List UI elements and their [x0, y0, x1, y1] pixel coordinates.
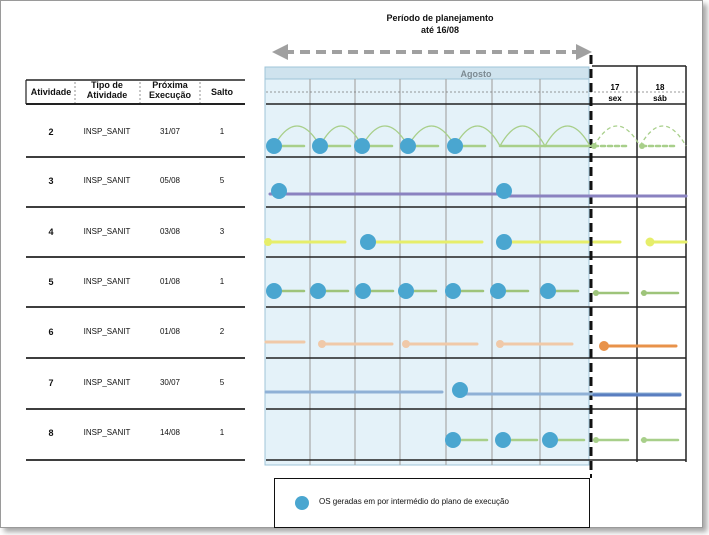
row-id: 5 — [48, 277, 54, 287]
row-proxima: 01/08 — [159, 327, 181, 336]
row-salto: 5 — [219, 176, 225, 185]
row-proxima: 30/07 — [159, 378, 181, 387]
row-salto: 3 — [219, 227, 225, 236]
row-tipo: INSP_SANIT — [83, 176, 131, 185]
row-tipo: INSP_SANIT — [83, 327, 131, 336]
row-tipo: INSP_SANIT — [83, 378, 131, 387]
row8-dot — [445, 432, 461, 448]
row-salto: 2 — [219, 327, 225, 336]
row5-dot — [490, 283, 506, 299]
row4-dot — [360, 234, 376, 250]
row-id: 3 — [48, 176, 54, 186]
row5-dot — [540, 283, 556, 299]
header-proxima-execucao: Próxima Execução — [148, 80, 192, 100]
row-id: 2 — [48, 127, 54, 137]
row-proxima: 05/08 — [159, 176, 181, 185]
row8-ext-dot — [641, 437, 647, 443]
row2-dot — [266, 138, 282, 154]
row-tipo: INSP_SANIT — [83, 428, 131, 437]
row-id: 8 — [48, 428, 54, 438]
row8-dot — [542, 432, 558, 448]
month-label: Agosto — [460, 69, 492, 79]
row4-dot — [496, 234, 512, 250]
row6-dot-small — [318, 340, 326, 348]
row-proxima: 01/08 — [159, 277, 181, 286]
row-tipo: INSP_SANIT — [83, 227, 131, 236]
row-id: 4 — [48, 227, 54, 237]
row2-dot — [447, 138, 463, 154]
row5-dot — [310, 283, 326, 299]
row-id: 6 — [48, 327, 54, 337]
row2-dot — [400, 138, 416, 154]
row3-dot — [496, 183, 512, 199]
planning-period-title: Período de planejamento até 16/08 — [386, 13, 494, 35]
row8-dot — [495, 432, 511, 448]
day-number: 17 — [610, 83, 620, 92]
row2-dot — [312, 138, 328, 154]
row-salto: 5 — [219, 378, 225, 387]
row-tipo: INSP_SANIT — [83, 127, 131, 136]
row-salto: 1 — [219, 277, 225, 286]
row-proxima: 31/07 — [159, 127, 181, 136]
row3-dot — [271, 183, 287, 199]
month-bar — [265, 67, 589, 79]
header-atividade: Atividade — [30, 87, 72, 97]
row-proxima: 03/08 — [159, 227, 181, 236]
legend — [274, 478, 590, 528]
row2-arc-ext — [640, 126, 686, 146]
row8-ext-dot — [593, 437, 599, 443]
row-proxima: 14/08 — [159, 428, 181, 437]
period-arrow-left-head — [272, 44, 288, 60]
day-weekday: sáb — [653, 94, 667, 103]
row7-dot — [452, 382, 468, 398]
header-salto: Salto — [210, 87, 233, 97]
row6-ext-dot — [599, 341, 609, 351]
header-tipo-atividade: Tipo de Atividade — [86, 80, 128, 100]
row2-ext-dot — [639, 143, 645, 149]
row5-ext-dot — [641, 290, 647, 296]
row-tipo: INSP_SANIT — [83, 277, 131, 286]
row5-dot — [266, 283, 282, 299]
legend-text: OS geradas em por intermédio do plano de execução — [319, 497, 509, 506]
row2-arc-ext — [594, 126, 640, 146]
row6-dot-small — [402, 340, 410, 348]
row5-dot — [398, 283, 414, 299]
row4-ext-dot — [646, 238, 655, 247]
day-number: 18 — [655, 83, 665, 92]
row2-dot — [354, 138, 370, 154]
row-id: 7 — [48, 378, 54, 388]
day-weekday: sex — [608, 94, 622, 103]
row-salto: 1 — [219, 127, 225, 136]
legend-dot-icon — [295, 496, 309, 510]
row6-dot-small — [496, 340, 504, 348]
row-salto: 1 — [219, 428, 225, 437]
row2-ext-dot — [591, 143, 597, 149]
row5-dot — [445, 283, 461, 299]
row5-ext-dot — [593, 290, 599, 296]
row4-dot-small — [264, 238, 272, 246]
row5-dot — [355, 283, 371, 299]
